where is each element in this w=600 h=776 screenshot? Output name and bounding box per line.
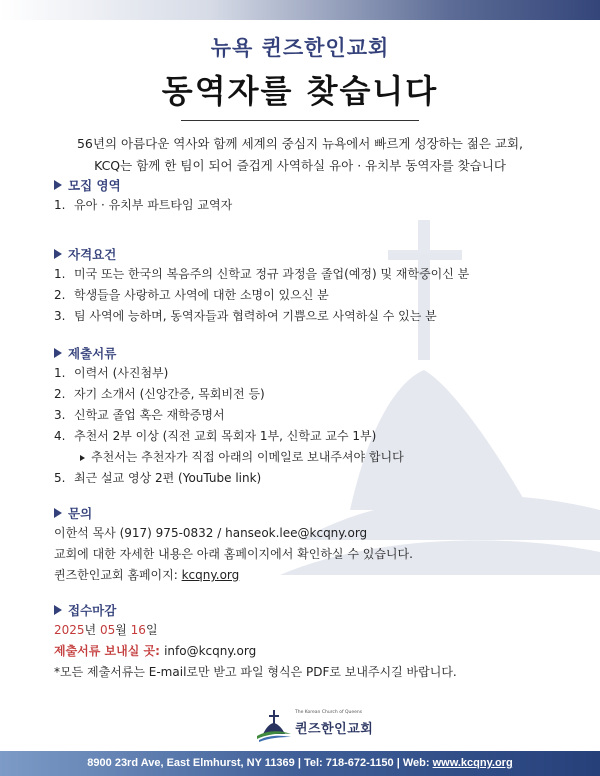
section-heading-documents: 제출서류: [54, 343, 554, 363]
logo-name: 퀸즈한인교회: [295, 722, 374, 737]
section-triangle-icon: [54, 180, 62, 190]
footer-bar: [0, 751, 600, 776]
section-heading-qualifications: 자격요건: [54, 244, 554, 264]
church-logo-icon: [255, 706, 293, 744]
submit-address-line: 제출서류 보내실 곳: info@kcqny.org: [54, 644, 257, 658]
church-logo: [255, 704, 374, 746]
intro-line: KCQ는 함께 한 팀이 되어 즐겁게 사역하실 유아 · 유치부 동역자를 찾습니다: [94, 158, 506, 173]
title-divider: [181, 120, 419, 121]
logo-tagline: The Korean Church of Queens: [295, 710, 363, 715]
intro-paragraph: [0, 133, 600, 177]
list-item: 3. 신학교 졸업 혹은 재학증명서: [54, 408, 225, 422]
church-name: 뉴욕 퀸즈한인교회: [210, 36, 390, 60]
list-item: 3. 팀 사역에 능하며, 동역자들과 협력하여 기쁨으로 사역하실 수 있는 분: [54, 309, 437, 323]
footer-address: 8900 23rd Ave, East Elmhurst, NY 11369 | Tel: 718-672-1150 | Web:: [87, 757, 433, 769]
footer-web-link[interactable]: www.kcqny.org: [432, 757, 513, 769]
section-heading-contact: 문의: [54, 503, 554, 523]
bullet-triangle-icon: [80, 455, 85, 461]
contact-line: 교회에 대한 자세한 내용은 아래 홈페이지에서 확인하실 수 있습니다.: [54, 547, 413, 561]
list-item: 5. 최근 설교 영상 2편 (YouTube link): [54, 471, 262, 485]
list-sub-item: 추천서는 추천자가 직접 아래의 이메일로 보내주셔야 합니다: [54, 447, 554, 468]
section-triangle-icon: [54, 249, 62, 259]
sections: [54, 175, 554, 683]
section-triangle-icon: [54, 605, 62, 615]
homepage-link[interactable]: kcqny.org: [181, 568, 240, 582]
list-item: 1. 유아 · 유치부 파트타임 교역자: [54, 198, 233, 212]
section-triangle-icon: [54, 348, 62, 358]
list-item: 2. 학생들을 사랑하고 사역에 대한 소명이 있으신 분: [54, 288, 329, 302]
header: [0, 32, 600, 177]
list-item: 4. 추천서 2부 이상 (직전 교회 목회자 1부, 신학교 교수 1부): [54, 429, 377, 443]
page-title: 동역자를 찾습니다: [161, 72, 439, 110]
list-item: 2. 자기 소개서 (신앙간증, 목회비전 등): [54, 387, 265, 401]
top-gradient-band: [0, 0, 600, 20]
homepage-line: 퀸즈한인교회 홈페이지: kcqny.org: [54, 568, 240, 582]
contact-line: 이한석 목사 (917) 975-0832 / hanseok.lee@kcqny.org: [54, 526, 368, 540]
section-heading-recruit: 모집 영역: [54, 175, 554, 195]
submit-email-link[interactable]: info@kcqny.org: [164, 644, 257, 658]
deadline-date: 2025년 05월 16일: [54, 623, 158, 637]
list-item: 1. 미국 또는 한국의 복음주의 신학교 정규 과정을 졸업(예정) 및 재학중이신 분: [54, 267, 470, 281]
section-triangle-icon: [54, 508, 62, 518]
submission-note: *모든 제출서류는 E-mail로만 받고 파일 형식은 PDF로 보내주시길 바랍니다.: [54, 665, 457, 679]
intro-line: 56년의 아름다운 역사와 함께 세계의 중심지 뉴욕에서 빠르게 성장하는 젊은 교회,: [76, 136, 523, 151]
section-heading-deadline: 접수마감: [54, 600, 554, 620]
list-item: 1. 이력서 (사진첨부): [54, 366, 169, 380]
